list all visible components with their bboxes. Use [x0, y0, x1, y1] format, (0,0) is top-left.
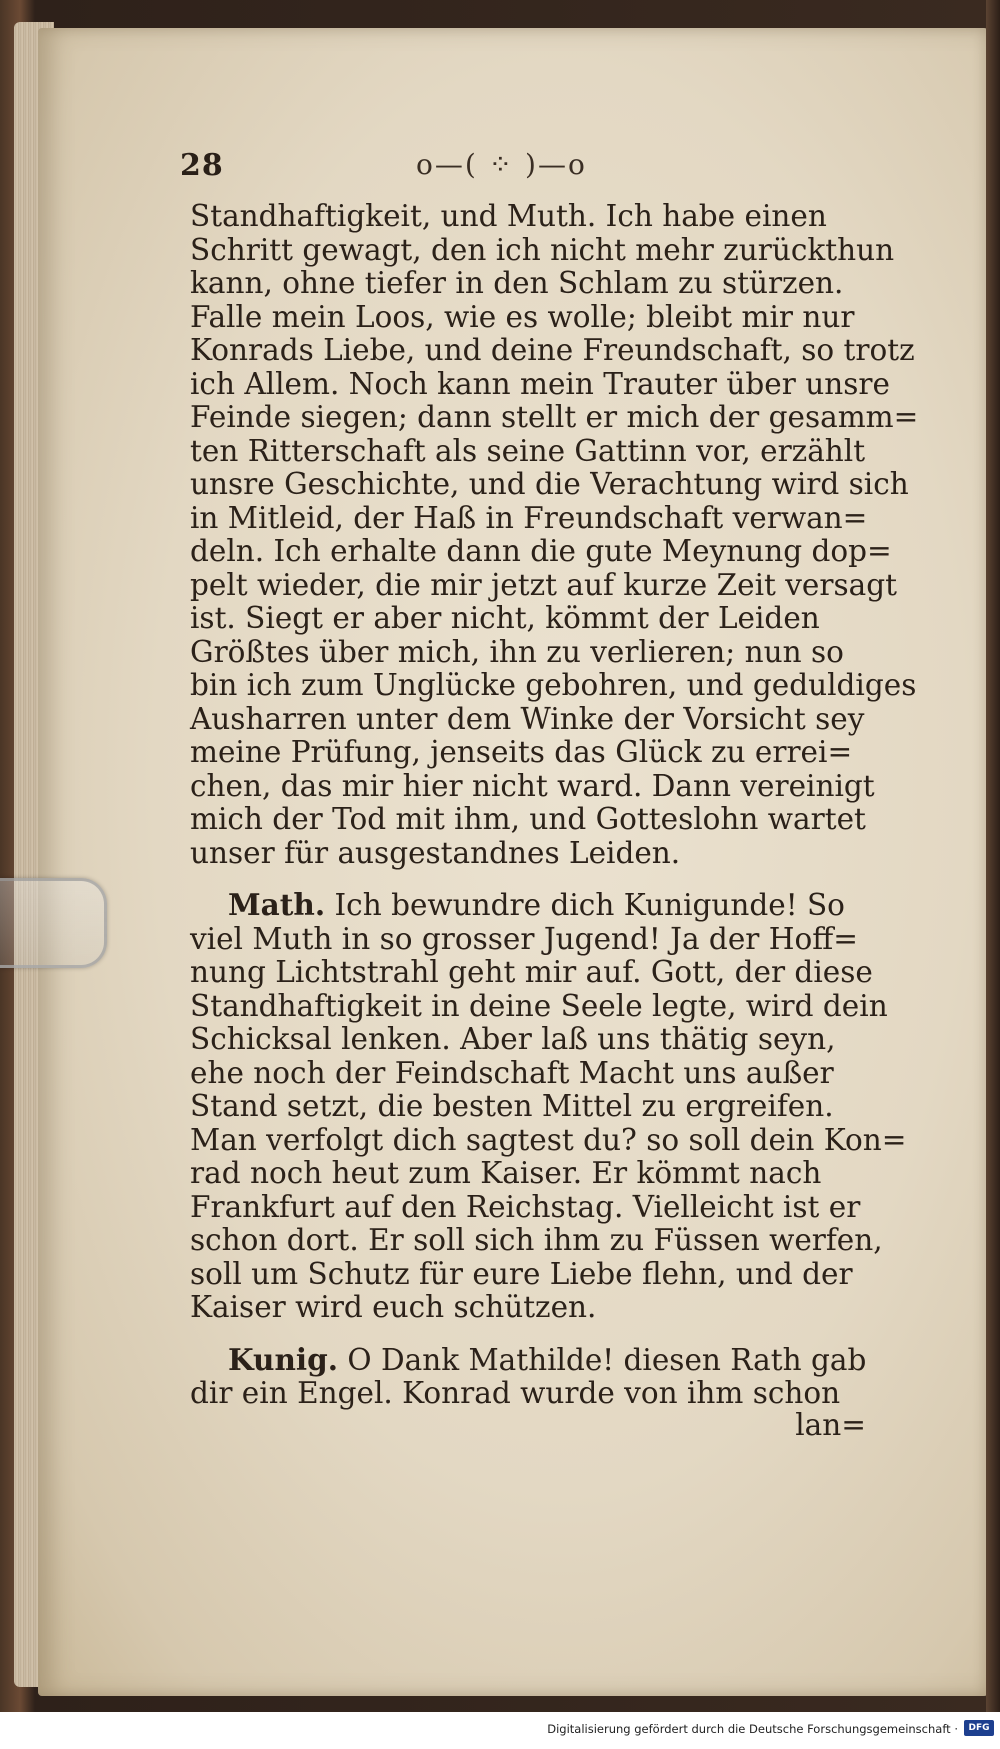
text-line: Standhaftigkeit, und Muth. Ich habe einen: [190, 199, 827, 233]
text-line: Größtes über mich, ihn zu verlieren; nun so: [190, 634, 844, 669]
text-line: Falle mein Loos, wie es wolle; bleibt mir nur: [190, 299, 855, 334]
text-line: rad noch heut zum Kaiser. Er kömmt nach: [190, 1156, 822, 1190]
speaker-name: Kunig.: [228, 1341, 338, 1377]
dfg-logo: DFG: [964, 1720, 994, 1736]
text-line: schon dort. Er soll sich ihm zu Füssen werfen,: [190, 1223, 883, 1257]
text-line: ist. Siegt er aber nicht, kömmt der Leiden: [190, 601, 820, 635]
text-line: soll um Schutz für eure Liebe flehn, und der: [190, 1256, 853, 1291]
speech-text: O Dank Mathilde! diesen Rath gab: [347, 1342, 867, 1377]
speech-text: Ich bewundre dich Kunigunde! So: [334, 888, 845, 922]
text-line: Frankfurt auf den Reichstag. Vielleicht ist er: [190, 1189, 861, 1224]
header-ornament: o—( ⁘ )—o: [416, 148, 587, 181]
text-line: [190, 1343, 870, 1378]
text-line: bin ich zum Unglücke gebohren, und geduldiges: [190, 668, 917, 702]
speaker-name: Math.: [228, 887, 326, 922]
text-line: Kaiser wird euch schützen.: [190, 1290, 597, 1324]
text-line: Ausharren unter dem Winke der Vorsicht sey: [190, 701, 865, 736]
text-line: Stand setzt, die besten Mittel zu ergreifen.: [190, 1089, 834, 1123]
book-binding: [986, 0, 1000, 1712]
page-header: [180, 148, 920, 188]
text-line: mich der Tod mit ihm, und Gotteslohn wartet: [190, 802, 866, 836]
text-line: Schritt gewagt, den ich nicht mehr zurückthun: [190, 232, 895, 267]
text-line: viel Muth in so grosser Jugend! Ja der Hoff=: [190, 921, 858, 956]
text-line: meine Prüfung, jenseits das Glück zu errei=: [190, 735, 853, 769]
text-line: chen, das mir hier nicht ward. Dann vereinigt: [190, 768, 875, 803]
text-line: Konrads Liebe, und deine Freundschaft, so trotz: [190, 333, 915, 367]
text-line: ten Ritterschaft als seine Gattinn vor, erzählt: [190, 433, 866, 468]
page-clip: [0, 878, 107, 968]
text-line: unsre Geschichte, und die Verachtung wird sich: [190, 467, 909, 501]
text-line: pelt wieder, die mir jetzt auf kurze Zeit versagt: [190, 567, 897, 602]
text-line: in Mitleid, der Haß in Freundschaft verwan=: [190, 500, 868, 535]
text-line: ich Allem. Noch kann mein Trauter über unsre: [190, 366, 890, 401]
text-line: nung Lichtstrahl geht mir auf. Gott, der diese: [190, 955, 873, 989]
footer-credit: Digitalisierung gefördert durch die Deutsche Forschungsgemeinschaft ·: [547, 1722, 958, 1736]
page-number: 28: [180, 148, 224, 183]
paragraph-kunigunde-reply: [190, 1343, 870, 1443]
text-line: kann, ohne tiefer in den Schlam zu stürzen.: [190, 266, 844, 300]
text-line: deln. Ich erhalte dann die gute Meynung dop=: [190, 534, 892, 568]
text-line: dir ein Engel. Konrad wurde von ihm schon: [190, 1376, 841, 1410]
text-line: Feinde siegen; dann stellt er mich der gesamm=: [190, 400, 919, 434]
footer-bar: [0, 1712, 1000, 1749]
paragraph-mathilde-speech: [190, 887, 907, 1325]
paragraph-kunigunde-speech: [190, 199, 919, 870]
text-line: Schicksal lenken. Aber laß uns thätig seyn,: [190, 1022, 836, 1056]
catchword: lan=: [795, 1407, 866, 1442]
text-line: Man verfolgt dich sagtest du? so soll dein Kon=: [190, 1122, 907, 1157]
page-text: [190, 199, 919, 1460]
text-line: ehe noch der Feindschaft Macht uns außer: [190, 1055, 834, 1090]
text-line: [190, 888, 870, 923]
text-line: Standhaftigkeit in deine Seele legte, wird dein: [190, 988, 888, 1023]
text-line: unser für ausgestandnes Leiden.: [190, 835, 681, 870]
